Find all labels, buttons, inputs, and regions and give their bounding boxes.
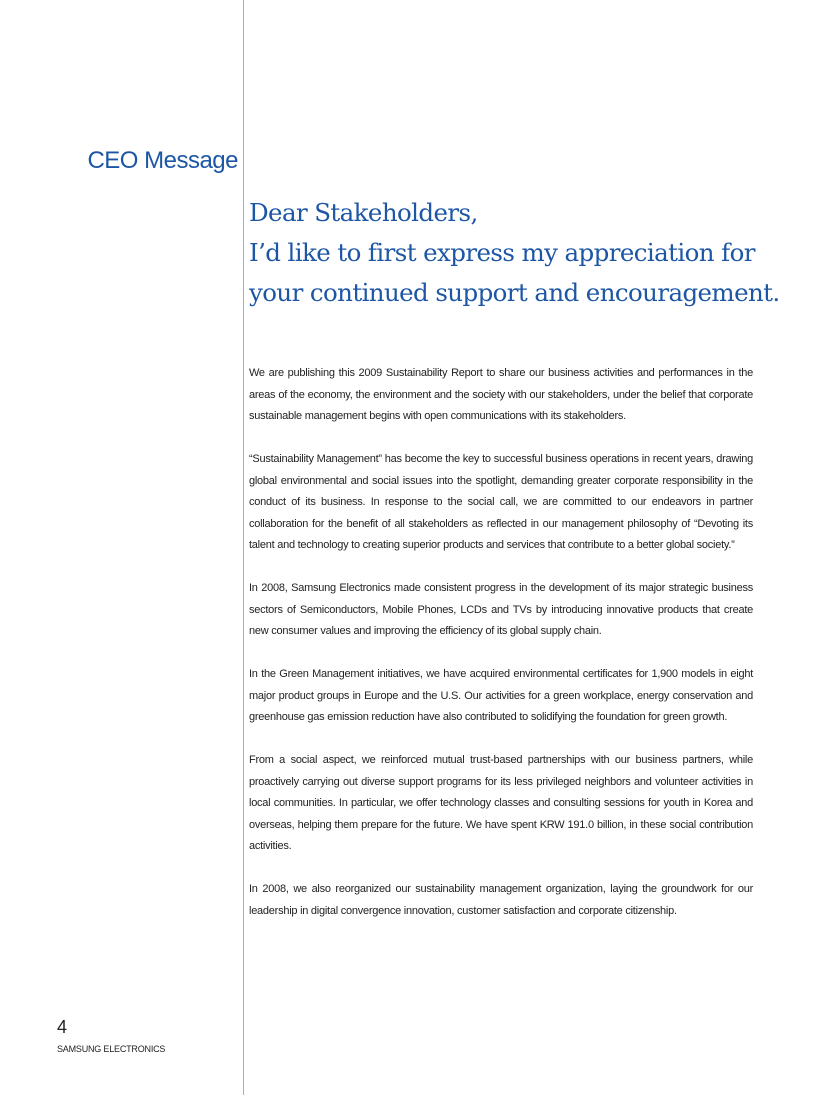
paragraph-6: In 2008, we also reorganized our sustainability management organization, laying the groundwork for our leadership in digital convergence innovation, customer satisfaction and corporate citizenship.	[249, 883, 753, 917]
headline-line-2: I’d like to first express my appreciation for	[249, 238, 755, 267]
headline-line-3: your continued support and encouragement.	[249, 278, 780, 307]
page-number: 4	[57, 1017, 68, 1037]
company-name: SAMSUNG ELECTRONICS	[57, 1044, 166, 1054]
headline-line-1: Dear Stakeholders,	[249, 198, 478, 227]
vertical-divider-line	[243, 0, 244, 1095]
paragraph-4: In the Green Management initiatives, we have acquired environmental certificates for 1,900 models in eight major product groups in Europe and the U.S. Our activities for a green workplace, energy conservation and greenhouse gas emission reduction have also contributed to solidifying the foundation for green growth.	[249, 668, 753, 723]
paragraph-2: “Sustainability Management” has become the key to successful business operations in recent years, drawing global environmental and social issues into the spotlight, demanding greater corporate responsibility in the conduct of its business. In response to the social call, we are committed to our endeavors in partner collaboration for the benefit of all stakeholders as reflected in our management philosophy of “Devoting its talent and technology to creating superior products and services that contribute to a better global society.”	[249, 453, 753, 551]
paragraph-5: From a social aspect, we reinforced mutual trust-based partnerships with our business partners, while proactively carrying out diverse support programs for its less privileged neighbors and volunteer activities in local communities. In particular, we offer technology classes and consulting sessions for youth in Korea and overseas, helping them prepare for the future. We have spent KRW 191.0 billion, in these social contribution activities.	[249, 754, 753, 852]
paragraph-3: In 2008, Samsung Electronics made consistent progress in the development of its major strategic business sectors of Semiconductors, Mobile Phones, LCDs and TVs by introducing innovative products that create new consumer values and improving the efficiency of its global supply chain.	[249, 582, 753, 637]
paragraph-1: We are publishing this 2009 Sustainability Report to share our business activities and performances in the areas of the economy, the environment and the society with our stakeholders, under the belief that corporate sustainable management begins with open communications with its stakeholders.	[249, 367, 753, 422]
headline	[249, 193, 809, 313]
section-title: CEO Message	[87, 147, 238, 174]
letter-body	[249, 363, 753, 944]
